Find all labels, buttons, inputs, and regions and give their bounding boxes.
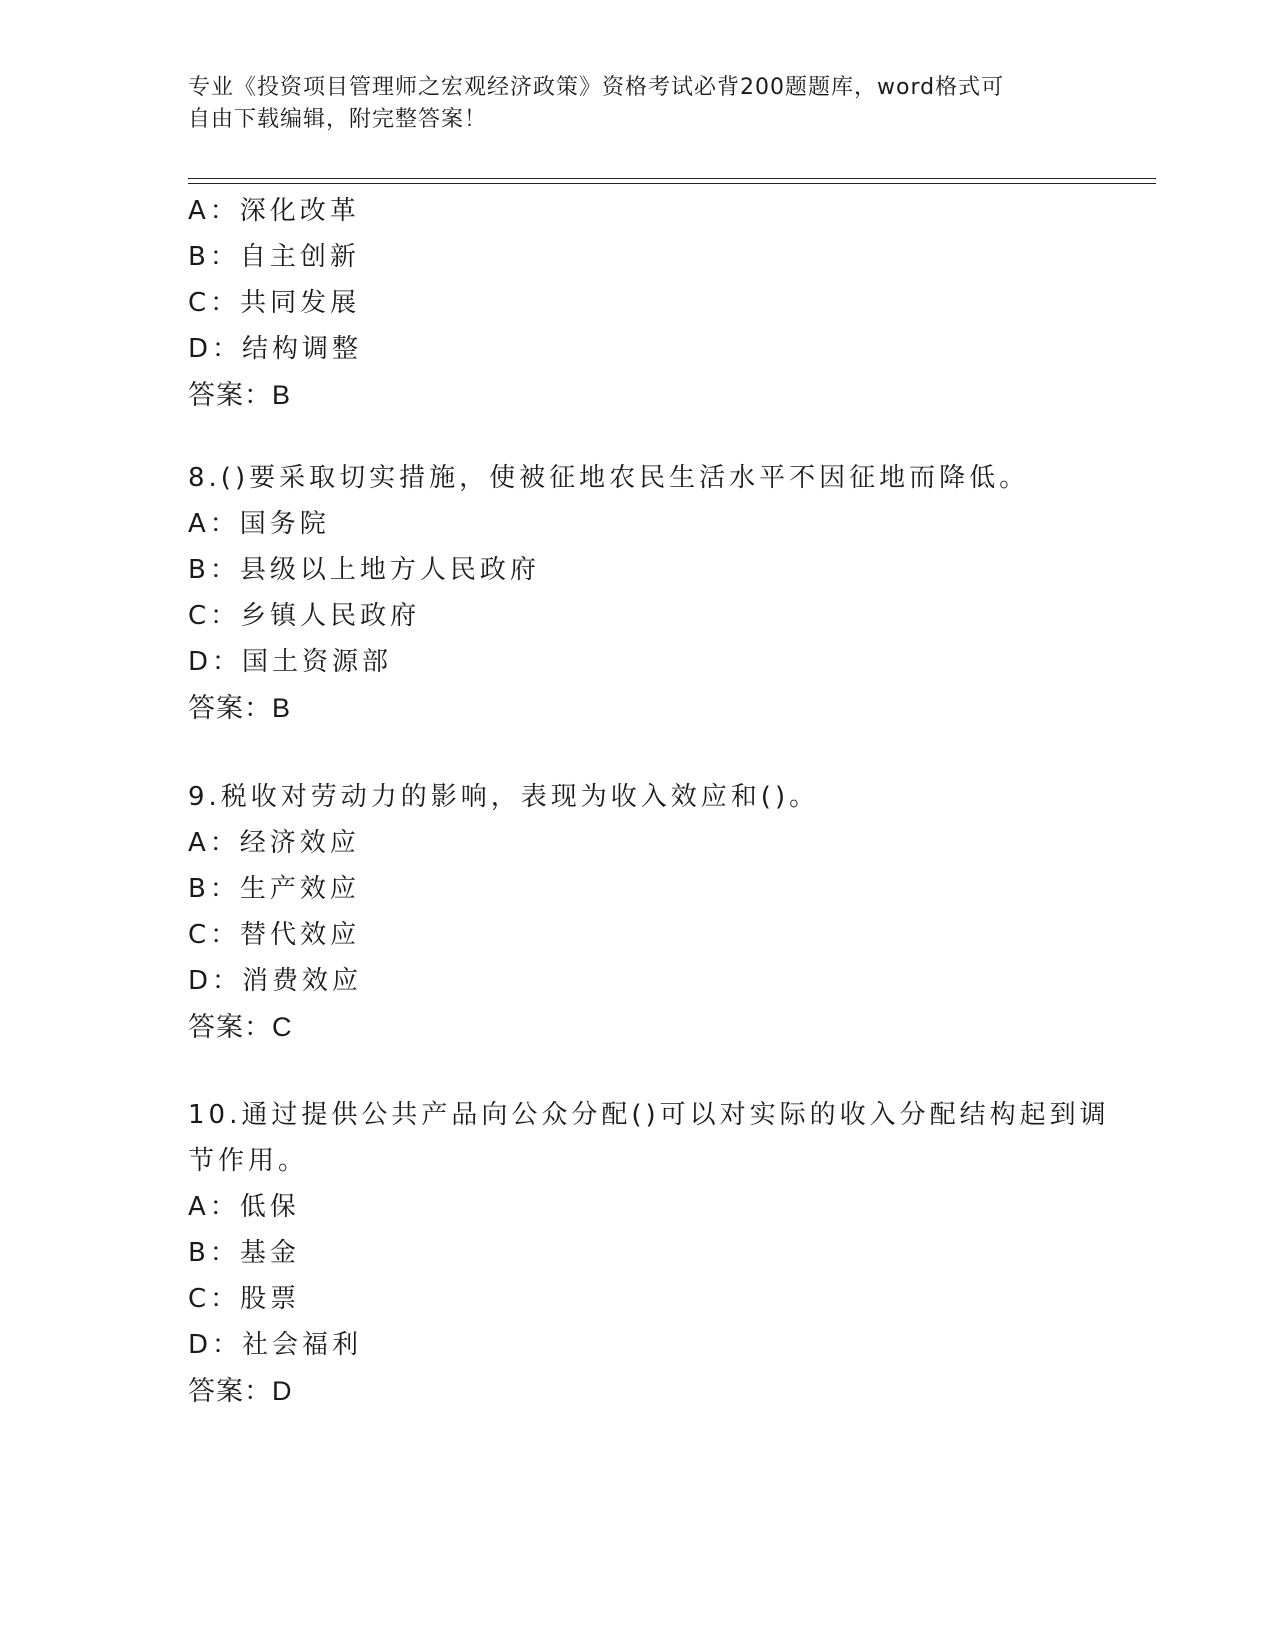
option-a: A：经济效应 (188, 828, 360, 858)
option-d: D：结构调整 (188, 334, 363, 364)
question-text-line-1: 10.通过提供公共产品向公众分配()可以对实际的收入分配结构起到调 (188, 1100, 1110, 1130)
document-header (188, 72, 1088, 136)
option-c: C：股票 (188, 1284, 301, 1314)
header-line-2: 自由下载编辑，附完整答案！ (188, 107, 488, 132)
option-a: A：国务院 (188, 509, 330, 539)
answer: 答案：C (188, 1012, 293, 1042)
answer: 答案：D (188, 1376, 293, 1406)
header-line-1: 专业《投资项目管理师之宏观经济政策》资格考试必背200题题库，word格式可 (188, 75, 1005, 100)
option-b: B：基金 (188, 1238, 300, 1268)
option-d: D：国土资源部 (188, 647, 393, 677)
option-b: B：县级以上地方人民政府 (188, 555, 540, 585)
option-a: A：深化改革 (188, 196, 360, 226)
option-a: A：低保 (188, 1192, 300, 1222)
answer: 答案：B (188, 380, 292, 410)
option-d: D：社会福利 (188, 1330, 363, 1360)
question-text: 8.()要采取切实措施，使被征地农民生活水平不因征地而降低。 (188, 463, 1030, 493)
option-b: B：生产效应 (188, 874, 360, 904)
question-text-line-2: 节作用。 (188, 1146, 309, 1176)
option-c: C：共同发展 (188, 288, 361, 318)
question-7 (188, 188, 1088, 418)
answer: 答案：B (188, 693, 292, 723)
question-8 (188, 455, 1088, 731)
header-rule-bottom (188, 183, 1156, 184)
question-9 (188, 774, 1088, 1050)
question-10 (188, 1092, 1110, 1414)
option-b: B：自主创新 (188, 242, 360, 272)
option-c: C：替代效应 (188, 920, 361, 950)
question-text: 9.税收对劳动力的影响，表现为收入效应和()。 (188, 782, 820, 812)
option-d: D：消费效应 (188, 966, 363, 996)
option-c: C：乡镇人民政府 (188, 601, 421, 631)
header-rule-top (188, 178, 1156, 179)
